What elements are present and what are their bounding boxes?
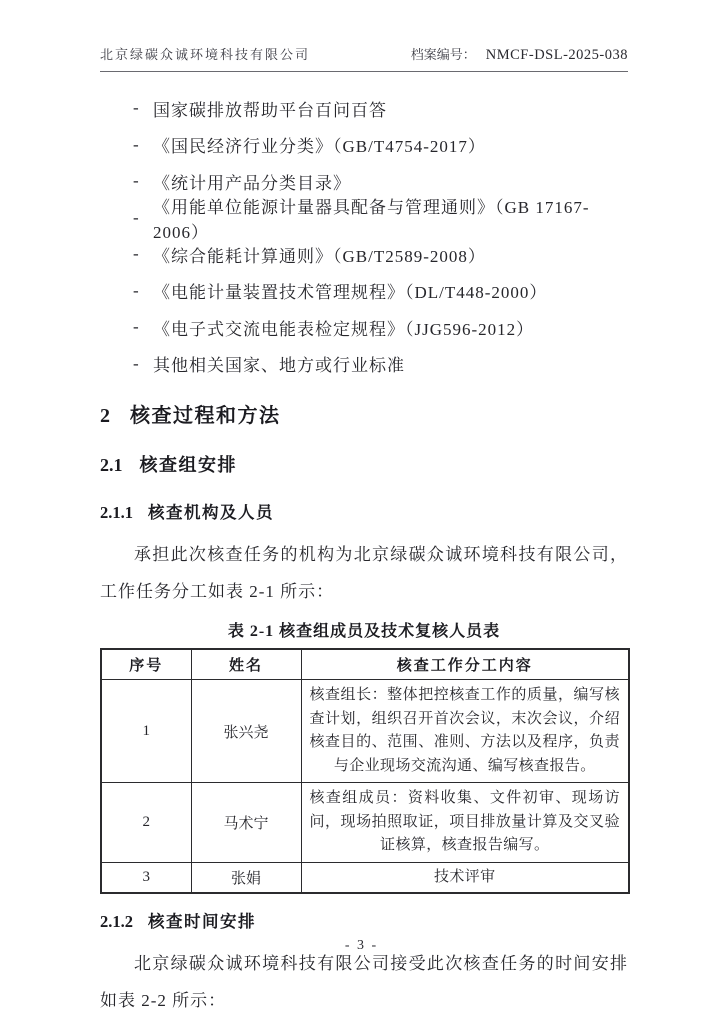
dash-marker: - xyxy=(133,171,140,191)
cell-name: 张娟 xyxy=(191,862,301,893)
heading-number: 2.1.1 xyxy=(100,503,133,522)
dash-marker: - xyxy=(133,207,140,227)
table-2-1-caption: 表 2-1 核查组成员及技术复核人员表 xyxy=(227,623,501,640)
reference-list xyxy=(100,90,628,382)
heading-number: 2 xyxy=(100,405,110,427)
table-row xyxy=(101,862,629,893)
heading-number: 2.1 xyxy=(100,455,123,475)
cell-no: 2 xyxy=(101,783,191,863)
col-header-name: 姓名 xyxy=(191,649,301,680)
cell-duty: 核查组长：整体把控核查工作的质量，编写核查计划，组织召开首次会议，末次会议，介绍核查目的、范围、准则、方法以及程序，负责与企业现场交流沟通、编写核查报告。 xyxy=(301,680,629,783)
archive-number-label: 档案编号： xyxy=(410,47,476,62)
reference-item xyxy=(100,90,628,127)
reference-item xyxy=(100,309,628,346)
table-header-row xyxy=(101,649,629,680)
cell-name: 张兴尧 xyxy=(191,680,301,783)
section-2-1-1-heading xyxy=(100,499,628,523)
verification-team-table xyxy=(100,648,630,894)
dash-marker: - xyxy=(133,317,140,337)
heading-number: 2.1.2 xyxy=(100,912,133,931)
dash-marker: - xyxy=(133,98,140,118)
reference-text: 《用能单位能源计量器具配备与管理通则》（GB 17167-2006） xyxy=(153,197,590,242)
archive-number-value: NMCF-DSL-2025-038 xyxy=(485,47,628,63)
reference-item xyxy=(100,127,628,164)
reference-text: 国家碳排放帮助平台百问百答 xyxy=(153,100,387,120)
archive-number xyxy=(411,44,628,64)
reference-text: 其他相关国家、地方或行业标准 xyxy=(153,356,405,376)
table-row xyxy=(101,680,629,783)
cell-duty: 技术评审 xyxy=(301,862,629,893)
heading-title: 核查时间安排 xyxy=(148,912,256,931)
section-2-1-heading xyxy=(100,451,628,477)
cell-duty: 核查组成员：资料收集、文件初审、现场访问，现场拍照取证，项目排放量计算及交叉验证核算，核查报告编写。 xyxy=(301,783,629,863)
reference-text: 《电能计量装置技术管理规程》（DL/T448-2000） xyxy=(153,283,548,303)
section-2-1-2-heading xyxy=(100,908,628,932)
dash-marker: - xyxy=(133,244,140,264)
table-row xyxy=(101,783,629,863)
team-intro-paragraph: 承担此次核查任务的机构为北京绿碳众诚环境科技有限公司，工作任务分工如表 2-1 所示： xyxy=(100,545,628,601)
cell-name: 马术宁 xyxy=(191,783,301,863)
section-2-heading xyxy=(100,399,628,428)
reference-item xyxy=(100,273,628,310)
dash-marker: - xyxy=(133,134,140,154)
dash-marker: - xyxy=(133,280,140,300)
col-header-no: 序号 xyxy=(101,649,191,680)
page-header xyxy=(100,44,628,72)
heading-title: 核查组安排 xyxy=(139,455,237,475)
cell-no: 3 xyxy=(101,862,191,893)
page-number: - 3 - xyxy=(344,938,379,953)
reference-text: 《综合能耗计算通则》（GB/T2589-2008） xyxy=(153,246,486,266)
heading-title: 核查机构及人员 xyxy=(148,503,274,522)
cell-no: 1 xyxy=(101,680,191,783)
dash-marker: - xyxy=(133,353,140,373)
heading-title: 核查过程和方法 xyxy=(130,405,281,427)
reference-item xyxy=(100,197,628,242)
page-content xyxy=(100,80,628,1019)
reference-text: 《国民经济行业分类》（GB/T4754-2017） xyxy=(153,137,486,157)
company-name: 北京绿碳众诚环境科技有限公司 xyxy=(100,47,311,62)
schedule-intro-paragraph: 北京绿碳众诚环境科技有限公司接受此次核查任务的时间安排如表 2-2 所示： xyxy=(100,954,628,1010)
reference-text: 《统计用产品分类目录》 xyxy=(153,173,351,193)
reference-text: 《电子式交流电能表检定规程》（JJG596-2012） xyxy=(153,319,535,339)
col-header-duty: 核查工作分工内容 xyxy=(301,649,629,680)
reference-item xyxy=(100,346,628,383)
